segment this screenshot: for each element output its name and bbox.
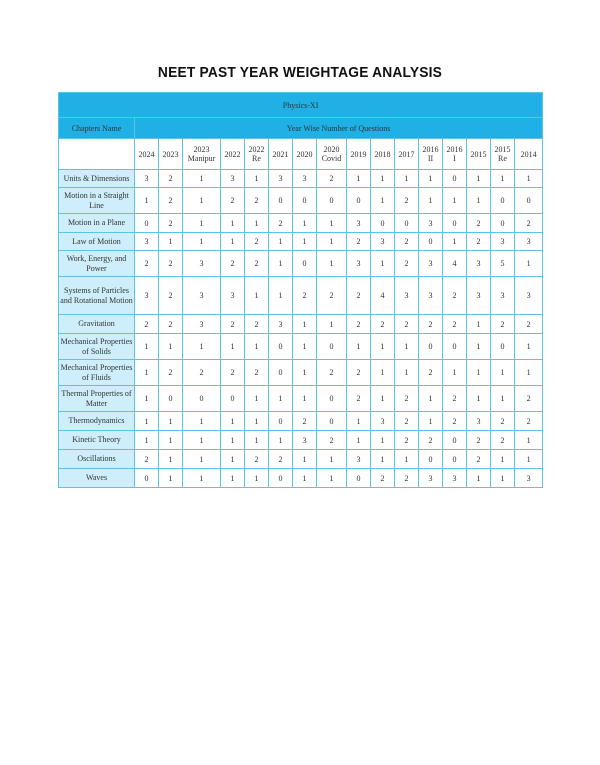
question-count-cell: 1	[269, 251, 293, 277]
question-count-cell: 1	[221, 450, 245, 469]
question-count-cell: 1	[135, 334, 159, 360]
question-count-cell: 3	[293, 431, 317, 450]
question-count-cell: 2	[467, 214, 491, 233]
question-count-cell: 0	[395, 214, 419, 233]
year-header-text: 2020	[323, 145, 340, 154]
question-count-cell: 2	[491, 412, 515, 431]
question-count-cell: 0	[515, 188, 543, 214]
question-count-cell: 1	[183, 188, 221, 214]
years-header: Year Wise Number of Questions	[135, 118, 543, 139]
question-count-cell: 2	[347, 360, 371, 386]
chapter-name: Law of Motion	[59, 233, 135, 251]
question-count-cell: 2	[515, 386, 543, 412]
question-count-cell: 1	[221, 334, 245, 360]
table-row	[59, 251, 543, 277]
question-count-cell: 2	[221, 188, 245, 214]
question-count-cell: 2	[347, 233, 371, 251]
year-header-text: 2024	[138, 149, 155, 159]
question-count-cell: 1	[159, 412, 183, 431]
question-count-cell: 0	[317, 334, 347, 360]
question-count-cell: 3	[135, 277, 159, 315]
question-count-cell: 1	[245, 170, 269, 188]
question-count-cell: 2	[159, 214, 183, 233]
question-count-cell: 3	[467, 412, 491, 431]
page-title: NEET PAST YEAR WEIGHTAGE ANALYSIS	[157, 64, 443, 81]
question-count-cell: 1	[317, 450, 347, 469]
question-count-cell: 1	[515, 450, 543, 469]
question-count-cell: 1	[245, 334, 269, 360]
question-count-cell: 1	[221, 431, 245, 450]
question-count-cell: 1	[515, 431, 543, 450]
question-count-cell: 2	[159, 277, 183, 315]
question-count-cell: 1	[135, 431, 159, 450]
question-count-cell: 1	[443, 233, 467, 251]
question-count-cell: 2	[317, 360, 347, 386]
question-count-cell: 1	[317, 251, 347, 277]
question-count-cell: 1	[371, 251, 395, 277]
question-count-cell: 1	[245, 277, 269, 315]
question-count-cell: 1	[183, 334, 221, 360]
question-count-cell: 0	[371, 214, 395, 233]
question-count-cell: 1	[395, 450, 419, 469]
question-count-cell: 3	[419, 469, 443, 488]
question-count-cell: 0	[491, 188, 515, 214]
question-count-cell: 1	[159, 469, 183, 488]
question-count-cell: 1	[269, 233, 293, 251]
question-count-cell: 1	[293, 469, 317, 488]
question-count-cell: 1	[293, 315, 317, 334]
question-count-cell: 1	[467, 334, 491, 360]
question-count-cell: 3	[467, 251, 491, 277]
year-header-text: 2022	[224, 149, 241, 159]
chapters-header: Chapters Name	[59, 118, 135, 139]
question-count-cell: 0	[443, 450, 467, 469]
question-count-cell: 1	[245, 386, 269, 412]
question-count-cell: 3	[491, 277, 515, 315]
question-count-cell: 1	[443, 188, 467, 214]
question-count-cell: 3	[269, 315, 293, 334]
question-count-cell: 3	[183, 315, 221, 334]
question-count-cell: 2	[443, 386, 467, 412]
question-count-cell: 2	[419, 431, 443, 450]
table-row	[59, 170, 543, 188]
question-count-cell: 1	[467, 315, 491, 334]
question-count-cell: 0	[293, 251, 317, 277]
year-header-text: 2016	[446, 145, 463, 154]
question-count-cell: 1	[245, 431, 269, 450]
year-header	[317, 139, 347, 170]
chapter-name: Motion in a Plane	[59, 214, 135, 233]
year-header	[467, 139, 491, 170]
question-count-cell: 1	[293, 334, 317, 360]
chapter-name: Waves	[59, 469, 135, 488]
question-count-cell: 2	[245, 360, 269, 386]
question-count-cell: 1	[491, 386, 515, 412]
question-count-cell: 2	[317, 431, 347, 450]
year-header-text: 2018	[374, 149, 391, 159]
question-count-cell: 0	[419, 334, 443, 360]
question-count-cell: 1	[371, 170, 395, 188]
question-count-cell: 3	[221, 170, 245, 188]
question-count-cell: 4	[443, 251, 467, 277]
question-count-cell: 1	[293, 450, 317, 469]
question-count-cell: 1	[183, 431, 221, 450]
question-count-cell: 3	[347, 214, 371, 233]
question-count-cell: 1	[245, 214, 269, 233]
question-count-cell: 1	[347, 431, 371, 450]
weightage-table	[58, 92, 543, 488]
chapter-name: Kinetic Theory	[59, 431, 135, 450]
question-count-cell: 3	[419, 251, 443, 277]
question-count-cell: 1	[467, 469, 491, 488]
question-count-cell: 0	[347, 188, 371, 214]
question-count-cell: 1	[347, 170, 371, 188]
question-count-cell: 1	[221, 214, 245, 233]
question-count-cell: 0	[269, 360, 293, 386]
question-count-cell: 2	[371, 469, 395, 488]
question-count-cell: 2	[159, 188, 183, 214]
table-row	[59, 214, 543, 233]
year-header-text: 2020	[296, 149, 313, 159]
question-count-cell: 1	[515, 360, 543, 386]
question-count-cell: 3	[293, 170, 317, 188]
year-header-text: 2017	[398, 149, 415, 159]
question-count-cell: 0	[491, 214, 515, 233]
question-count-cell: 3	[419, 277, 443, 315]
year-header-blank	[59, 139, 135, 170]
question-count-cell: 2	[269, 214, 293, 233]
question-count-cell: 0	[269, 412, 293, 431]
year-header	[515, 139, 543, 170]
question-count-cell: 2	[467, 233, 491, 251]
question-count-cell: 0	[317, 188, 347, 214]
question-count-cell: 0	[419, 233, 443, 251]
chapter-name: Mechanical Properties of Solids	[59, 334, 135, 360]
year-header	[135, 139, 159, 170]
year-header	[491, 139, 515, 170]
chapter-name: Systems of Particles and Rotational Motion	[59, 277, 135, 315]
question-count-cell: 1	[317, 214, 347, 233]
question-count-cell: 1	[443, 360, 467, 386]
question-count-cell: 2	[159, 170, 183, 188]
question-count-cell: 2	[159, 315, 183, 334]
chapter-name: Oscillations	[59, 450, 135, 469]
question-count-cell: 2	[245, 315, 269, 334]
question-count-cell: 2	[245, 233, 269, 251]
table-row	[59, 386, 543, 412]
question-count-cell: 0	[135, 469, 159, 488]
question-count-cell: 1	[269, 431, 293, 450]
question-count-cell: 1	[419, 412, 443, 431]
question-count-cell: 3	[135, 233, 159, 251]
question-count-cell: 2	[135, 450, 159, 469]
question-count-cell: 2	[347, 315, 371, 334]
question-count-cell: 2	[395, 469, 419, 488]
question-count-cell: 1	[371, 386, 395, 412]
chapter-name: Mechanical Properties of Fluids	[59, 360, 135, 386]
question-count-cell: 1	[371, 360, 395, 386]
year-header-text: II	[427, 154, 434, 163]
question-count-cell: 1	[491, 469, 515, 488]
year-header-text: 2022	[248, 145, 265, 154]
question-count-cell: 2	[371, 315, 395, 334]
table-row	[59, 450, 543, 469]
question-count-cell: 1	[221, 412, 245, 431]
question-count-cell: 2	[467, 450, 491, 469]
table-row	[59, 315, 543, 334]
question-count-cell: 1	[491, 360, 515, 386]
question-count-cell: 1	[159, 334, 183, 360]
question-count-cell: 1	[371, 334, 395, 360]
question-count-cell: 4	[371, 277, 395, 315]
table-row	[59, 412, 543, 431]
question-count-cell: 3	[347, 251, 371, 277]
question-count-cell: 1	[293, 360, 317, 386]
question-count-cell: 1	[135, 386, 159, 412]
question-count-cell: 2	[245, 188, 269, 214]
question-count-cell: 1	[395, 360, 419, 386]
question-count-cell: 1	[347, 412, 371, 431]
question-count-cell: 1	[221, 233, 245, 251]
question-count-cell: 3	[371, 233, 395, 251]
year-header-text: 2015	[494, 145, 511, 154]
subject-title: Physics-XI	[59, 93, 543, 118]
question-count-cell: 2	[443, 315, 467, 334]
question-count-cell: 2	[419, 360, 443, 386]
question-count-cell: 3	[467, 277, 491, 315]
chapter-name: Thermal Properties of Matter	[59, 386, 135, 412]
chapter-name: Gravitation	[59, 315, 135, 334]
question-count-cell: 1	[135, 188, 159, 214]
question-count-cell: 2	[515, 315, 543, 334]
year-header-text: 2019	[350, 149, 367, 159]
question-count-cell: 1	[183, 412, 221, 431]
question-count-cell: 2	[293, 277, 317, 315]
table-row	[59, 233, 543, 251]
table-row	[59, 277, 543, 315]
question-count-cell: 2	[395, 315, 419, 334]
question-count-cell: 0	[317, 386, 347, 412]
chapter-name: Work, Energy, and Power	[59, 251, 135, 277]
question-count-cell: 2	[491, 315, 515, 334]
question-count-cell: 2	[347, 386, 371, 412]
question-count-cell: 0	[443, 170, 467, 188]
year-header	[419, 139, 443, 170]
question-count-cell: 1	[419, 386, 443, 412]
question-count-cell: 1	[491, 450, 515, 469]
question-count-cell: 0	[443, 334, 467, 360]
chapter-name: Units & Dimensions	[59, 170, 135, 188]
question-count-cell: 0	[221, 386, 245, 412]
question-count-cell: 1	[183, 170, 221, 188]
question-count-cell: 1	[371, 188, 395, 214]
year-header	[347, 139, 371, 170]
year-header-text: 2023	[193, 145, 210, 154]
question-count-cell: 1	[245, 469, 269, 488]
question-count-cell: 0	[135, 214, 159, 233]
question-count-cell: 2	[395, 431, 419, 450]
question-count-cell: 2	[515, 214, 543, 233]
year-header-text: 2016	[422, 145, 439, 154]
year-header	[371, 139, 395, 170]
question-count-cell: 1	[317, 233, 347, 251]
question-count-cell: 2	[443, 412, 467, 431]
table-row	[59, 469, 543, 488]
table-row	[59, 431, 543, 450]
question-count-cell: 2	[467, 431, 491, 450]
question-count-cell: 1	[467, 386, 491, 412]
year-header	[183, 139, 221, 170]
question-count-cell: 2	[183, 360, 221, 386]
year-header	[159, 139, 183, 170]
question-count-cell: 2	[395, 386, 419, 412]
question-count-cell: 1	[159, 450, 183, 469]
question-count-cell: 1	[159, 431, 183, 450]
year-header	[245, 139, 269, 170]
year-header	[293, 139, 317, 170]
question-count-cell: 3	[491, 233, 515, 251]
question-count-cell: 1	[491, 170, 515, 188]
question-count-cell: 1	[347, 334, 371, 360]
question-count-cell: 3	[515, 233, 543, 251]
question-count-cell: 0	[269, 188, 293, 214]
question-count-cell: 2	[317, 170, 347, 188]
question-count-cell: 1	[467, 188, 491, 214]
question-count-cell: 2	[443, 277, 467, 315]
question-count-cell: 0	[159, 386, 183, 412]
question-count-cell: 0	[491, 334, 515, 360]
year-header-text: Manipur	[187, 154, 216, 163]
question-count-cell: 1	[419, 170, 443, 188]
question-count-cell: 2	[293, 412, 317, 431]
question-count-cell: 0	[269, 469, 293, 488]
year-header-text: I	[453, 154, 456, 163]
question-count-cell: 3	[135, 170, 159, 188]
question-count-cell: 1	[269, 277, 293, 315]
question-count-cell: 1	[317, 469, 347, 488]
question-count-cell: 0	[269, 334, 293, 360]
question-count-cell: 2	[515, 412, 543, 431]
year-header-text: 2014	[520, 149, 537, 159]
question-count-cell: 2	[395, 233, 419, 251]
year-header-text: 2023	[162, 149, 179, 159]
question-count-cell: 2	[347, 277, 371, 315]
question-count-cell: 1	[135, 360, 159, 386]
year-header-text: Re	[252, 154, 261, 163]
question-count-cell: 1	[515, 170, 543, 188]
year-header	[443, 139, 467, 170]
question-count-cell: 1	[371, 431, 395, 450]
question-count-cell: 0	[443, 431, 467, 450]
question-count-cell: 3	[395, 277, 419, 315]
question-count-cell: 0	[419, 450, 443, 469]
question-count-cell: 2	[135, 251, 159, 277]
question-count-cell: 0	[293, 188, 317, 214]
table-row	[59, 360, 543, 386]
question-count-cell: 1	[467, 360, 491, 386]
year-header-text: Covid	[321, 154, 342, 163]
year-header	[395, 139, 419, 170]
question-count-cell: 3	[371, 412, 395, 431]
question-count-cell: 3	[269, 170, 293, 188]
question-count-cell: 3	[183, 251, 221, 277]
chapter-name: Thermodynamics	[59, 412, 135, 431]
question-count-cell: 2	[221, 315, 245, 334]
question-count-cell: 2	[159, 360, 183, 386]
question-count-cell: 3	[515, 277, 543, 315]
question-count-cell: 3	[347, 450, 371, 469]
question-count-cell: 1	[293, 386, 317, 412]
question-count-cell: 1	[395, 334, 419, 360]
question-count-cell: 2	[317, 277, 347, 315]
question-count-cell: 3	[419, 214, 443, 233]
question-count-cell: 1	[159, 233, 183, 251]
year-header-text: 2021	[272, 149, 289, 159]
question-count-cell: 1	[293, 214, 317, 233]
year-header	[269, 139, 293, 170]
question-count-cell: 2	[221, 251, 245, 277]
question-count-cell: 3	[183, 277, 221, 315]
question-count-cell: 5	[491, 251, 515, 277]
question-count-cell: 0	[443, 214, 467, 233]
question-count-cell: 2	[245, 251, 269, 277]
question-count-cell: 1	[515, 334, 543, 360]
question-count-cell: 2	[245, 450, 269, 469]
question-count-cell: 2	[419, 315, 443, 334]
table-row	[59, 334, 543, 360]
question-count-cell: 2	[491, 431, 515, 450]
question-count-cell: 1	[371, 450, 395, 469]
question-count-cell: 1	[269, 386, 293, 412]
question-count-cell: 2	[269, 450, 293, 469]
question-count-cell: 1	[183, 450, 221, 469]
question-count-cell: 1	[245, 412, 269, 431]
question-count-cell: 1	[293, 233, 317, 251]
question-count-cell: 2	[395, 188, 419, 214]
question-count-cell: 1	[135, 412, 159, 431]
table-row	[59, 188, 543, 214]
question-count-cell: 2	[395, 251, 419, 277]
year-header-text: 2015	[470, 149, 487, 159]
question-count-cell: 1	[395, 170, 419, 188]
question-count-cell: 1	[183, 469, 221, 488]
question-count-cell: 1	[221, 469, 245, 488]
question-count-cell: 1	[183, 214, 221, 233]
year-header-text: Re	[498, 154, 507, 163]
year-header	[221, 139, 245, 170]
question-count-cell: 0	[347, 469, 371, 488]
question-count-cell: 2	[135, 315, 159, 334]
question-count-cell: 3	[515, 469, 543, 488]
question-count-cell: 1	[515, 251, 543, 277]
question-count-cell: 1	[419, 188, 443, 214]
question-count-cell: 3	[443, 469, 467, 488]
question-count-cell: 1	[183, 233, 221, 251]
question-count-cell: 2	[395, 412, 419, 431]
question-count-cell: 1	[317, 315, 347, 334]
question-count-cell: 0	[317, 412, 347, 431]
question-count-cell: 0	[183, 386, 221, 412]
question-count-cell: 2	[159, 251, 183, 277]
chapter-name: Motion in a Straight Line	[59, 188, 135, 214]
question-count-cell: 3	[221, 277, 245, 315]
question-count-cell: 1	[467, 170, 491, 188]
question-count-cell: 2	[221, 360, 245, 386]
